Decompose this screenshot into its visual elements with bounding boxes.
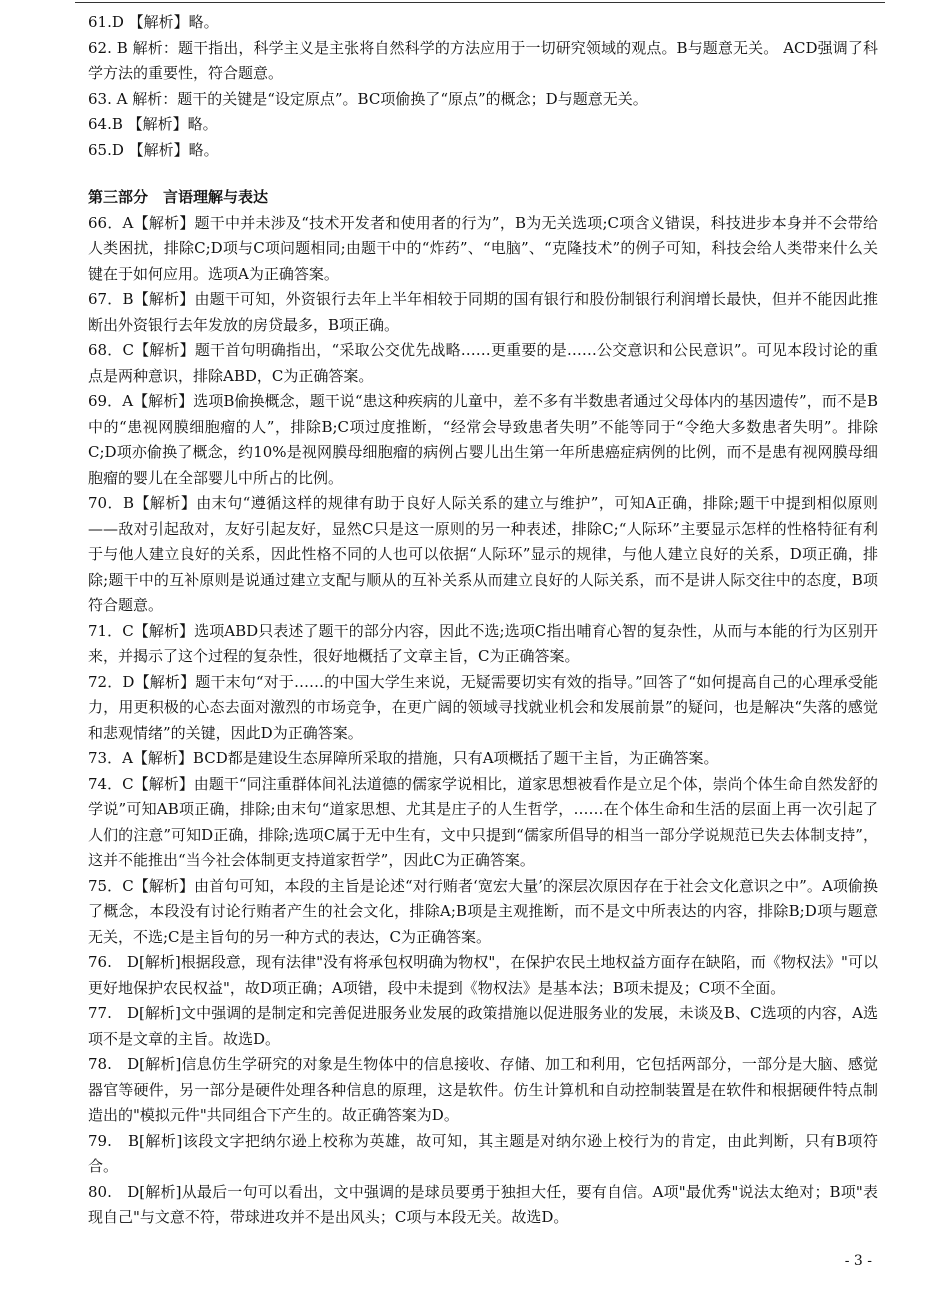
answer-66: 66．A【解析】题干中并未涉及“技术开发者和使用者的行为”，B为无关选项;C项含义错误，科技进步本身并不会带给人类困扰，排除C;D项与C项问题相同;由题干中的“炸药”、“电脑”、“克隆技术”的例子可知，科技会给人类带来什么关键在于如何应用。选项A为正确答案。 <box>88 213 878 283</box>
section-title: 第三部分 言语理解与表达 <box>88 188 269 206</box>
answer-79: 79. B[解析]该段文字把纳尔逊上校称为英雄，故可知，其主题是对纳尔逊上校行为的肯定，由此判断，只有B项符合。 <box>88 1131 878 1175</box>
page-content <box>88 10 878 1231</box>
answer-65: 65.D 【解析】略。 <box>88 140 219 159</box>
section-gap <box>88 163 878 185</box>
top-rule <box>75 2 885 3</box>
answer-76: 76. D[解析]根据段意，现有法律"没有将承包权明确为物权"，在保护农民土地权益方面存在缺陷，而《物权法》"可以更好地保护农民权益"，故D项正确；A项错，段中未提到《物权法》是基本法；B项未提及；C项不全面。 <box>88 953 878 997</box>
answer-78: 78. D[解析]信息仿生学研究的对象是生物体中的信息接收、存储、加工和利用，它包括两部分，一部分是大脑、感觉器官等硬件，另一部分是硬件处理各种信息的原理，这是软件。仿生计算机和自动控制装置是在软件和根据硬件特点制造出的"模拟元件"共同组合下产生的。故正确答案为D。 <box>88 1055 878 1124</box>
answer-80: 80. D[解析]从最后一句可以看出，文中强调的是球员要勇于独担大任，要有自信。A项"最优秀"说法太绝对；B项"表现自己"与文意不符，带球进攻并不是出风头；C项与本段无关。故选D。 <box>88 1182 878 1226</box>
answer-64: 64.B 【解析】略。 <box>88 115 218 133</box>
answer-69: 69．A【解析】选项B偷换概念，题干说“患这种疾病的儿童中，差不多有半数患者通过父母体内的基因遗传”，而不是B中的“患视网膜细胞瘤的人”，排除B;C项过度推断，“经常会导致患者失明”不能等同于“令绝大多数患者失明”。排除C;D项亦偷换了概念，约10%是视网膜母细胞瘤的病例占婴儿出生第一年所患癌症病例的比例，而不是患有视网膜母细胞瘤的婴儿在全部婴儿中所占的比例。 <box>88 392 878 487</box>
answer-75: 75．C【解析】由首句可知，本段的主旨是论述“对行贿者‘宽宏大量’的深层次原因存在于社会文化意识之中”。A项偷换了概念，本段没有讨论行贿者产生的社会文化，排除A;B项是主观推断，而不是文中所表达的内容，排除B;D项与题意无关，不选;C是主旨句的另一种方式的表达，C为正确答案。 <box>88 876 878 946</box>
answer-68: 68．C【解析】题干首句明确指出，“采取公交优先战略……更重要的是……公交意识和公民意识”。可见本段讨论的重点是两种意识，排除ABD，C为正确答案。 <box>88 341 878 385</box>
answer-74: 74．C【解析】由题干“同注重群体间礼法道德的儒家学说相比，道家思想被看作是立足个体，崇尚个体生命自然发舒的学说”可知AB项正确，排除;由末句“道家思想、尤其是庄子的人生哲学，……在个体生命和生活的层面上再一次引起了人们的注意”可知D正确，排除;选项C属于无中生有，文中只提到“儒家所倡导的相当一部分学说规范已失去体制支持”，这并不能推出“当今社会体制更支持道家哲学”，因此C为正确答案。 <box>88 774 878 869</box>
answer-63: 63. A 解析：题干的关键是“设定原点”。BC项偷换了“原点”的概念；D与题意无关。 <box>88 89 648 108</box>
answer-73: 73．A【解析】BCD都是建设生态屏障所采取的措施，只有A项概括了题干主旨，为正确答案。 <box>88 749 719 767</box>
answer-71: 71．C【解析】选项ABD只表述了题干的部分内容，因此不选;选项C指出哺育心智的复杂性，从而与本能的行为区别开来，并揭示了这个过程的复杂性，很好地概括了文章主旨，C为正确答案。 <box>88 621 878 665</box>
answer-72: 72．D【解析】题干末句“对于……的中国大学生来说，无疑需要切实有效的指导。”回答了“如何提高自己的心理承受能力，用更积极的心态去面对激烈的市场竞争，在更广阔的领域寻找就业机会和发展前景”的疑问，也是解决“失落的感觉和悲观情绪”的关键，因此D为正确答案。 <box>88 672 878 742</box>
answer-62: 62. B 解析：题干指出，科学主义是主张将自然科学的方法应用于一切研究领域的观点。B与题意无关。 ACD强调了科学方法的重要性，符合题意。 <box>88 38 878 82</box>
answer-77: 77. D[解析]文中强调的是制定和完善促进服务业发展的政策措施以促进服务业的发展，未谈及B、C选项的内容，A选项不是文章的主旨。故选D。 <box>88 1004 878 1048</box>
answer-67: 67．B【解析】由题干可知，外资银行去年上半年相较于同期的国有银行和股份制银行利润增长最快，但并不能因此推断出外资银行去年发放的房贷最多，B项正确。 <box>88 290 878 334</box>
answer-61: 61.D 【解析】略。 <box>88 13 219 31</box>
answer-70: 70．B【解析】由末句“遵循这样的规律有助于良好人际关系的建立与维护”，可知A正确，排除;题干中提到相似原则——敌对引起敌对，友好引起友好，显然C只是这一原则的另一种表述，排除C;“人际环”主要显示怎样的性格特征有利于与他人建立良好的关系，因此性格不同的人也可以依据“人际环”显示的规律，与他人建立良好的关系，D项正确，排除;题干中的互补原则是说通过建立支配与顺从的互补关系从而建立良好的人际关系，而不是讲人际交往中的态度，B项符合题意。 <box>88 494 878 614</box>
page-number: - 3 - <box>844 1253 872 1269</box>
